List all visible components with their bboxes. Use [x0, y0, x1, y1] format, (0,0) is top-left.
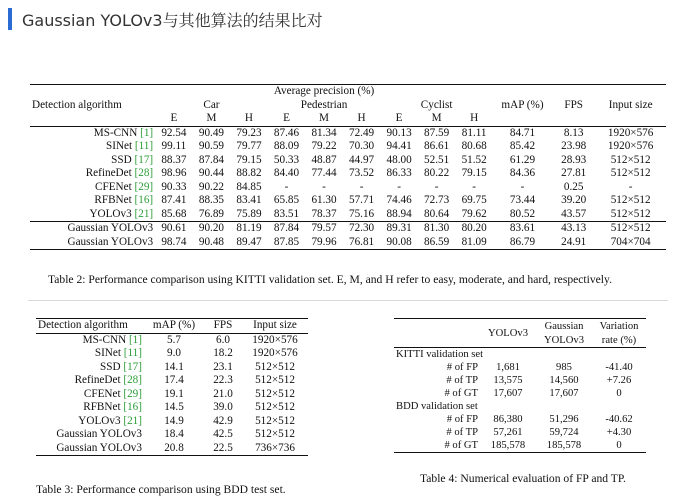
- ap-value: -: [284, 180, 289, 193]
- table4-caption: Table 4: Numerical evaluation of FP and TP.: [420, 472, 626, 485]
- ap-value: 86.33: [386, 167, 412, 179]
- ap-value: 84.85: [236, 180, 262, 193]
- algorithm-name-cell: [36, 415, 144, 429]
- ap-value: 90.20: [198, 222, 225, 234]
- ap-value: 74.46: [386, 194, 412, 206]
- algorithm-name-cell: [36, 442, 144, 456]
- algorithm-name: YOLOv3: [78, 414, 121, 427]
- input-size-value: 512×512: [610, 194, 651, 206]
- gaussian-value: 51,296: [549, 414, 579, 425]
- table2-body: [30, 126, 666, 250]
- citation-link[interactable]: [16]: [134, 194, 154, 206]
- table4-row: [394, 374, 646, 387]
- table2-sub-header: M: [319, 112, 329, 124]
- ap-value: 57.71: [348, 194, 375, 206]
- table2-sub-header: M: [431, 112, 442, 124]
- metric-label: # of TP: [446, 375, 478, 386]
- table4-col-yolo: YOLOv3: [487, 327, 529, 339]
- table3-row: [36, 333, 308, 347]
- fps-value: 23.98: [561, 140, 587, 152]
- variation-value: -41.40: [605, 362, 633, 373]
- ap-value: 72.73: [424, 194, 450, 206]
- variation-value: 0: [616, 388, 622, 399]
- table2-header-row-2: [30, 99, 666, 113]
- map-value: 5.7: [167, 333, 181, 346]
- ap-value: 86.61: [424, 140, 450, 152]
- ap-value: 87.59: [424, 126, 450, 139]
- input-size-value: 512×512: [255, 360, 295, 373]
- table4-row: [394, 439, 646, 453]
- ap-value: 51.52: [461, 153, 487, 166]
- table2-row: [30, 140, 666, 154]
- ap-value: 76.89: [198, 207, 225, 220]
- table2-row: [30, 167, 666, 181]
- ap-value: 79.15: [461, 167, 487, 179]
- heading-text: Gaussian YOLOv3与其他算法的结果比对: [22, 10, 323, 30]
- fps-value: 22.5: [213, 441, 233, 454]
- input-size-value: -: [628, 180, 633, 193]
- input-size-value: 512×512: [610, 167, 651, 179]
- ap-value: -: [397, 180, 401, 193]
- table2-sub-header: H: [470, 112, 479, 124]
- map-value: 83.61: [509, 222, 536, 234]
- map-value: 17.4: [164, 374, 184, 386]
- table3-row: [36, 388, 308, 402]
- ap-value: 79.23: [236, 126, 262, 139]
- metric-label: # of FP: [446, 414, 478, 425]
- ap-value: 87.85: [273, 235, 300, 248]
- ap-value: 88.09: [273, 140, 300, 152]
- ap-value: 88.35: [198, 194, 225, 206]
- map-value: 85.42: [509, 140, 536, 152]
- fps-value: 39.0: [213, 401, 233, 413]
- metric-label: # of FP: [446, 362, 478, 373]
- ap-value: 81.19: [236, 222, 262, 234]
- ap-value: 79.15: [236, 153, 262, 166]
- ap-value: 88.94: [386, 207, 412, 220]
- fps-value: 39.20: [561, 194, 587, 206]
- ap-value: 89.47: [236, 235, 262, 248]
- input-size-value: 736×736: [255, 441, 295, 454]
- table2-sub-header: E: [395, 112, 403, 124]
- yolo-value: 57,261: [493, 427, 523, 438]
- table4-kitti-label-row: [394, 348, 646, 362]
- ap-value: 79.96: [311, 235, 337, 248]
- map-value: 9.0: [167, 347, 181, 359]
- ap-value: 89.31: [386, 222, 412, 234]
- algorithm-name-cell: [36, 333, 144, 347]
- ap-value: 87.84: [273, 222, 300, 234]
- ap-value: 65.85: [273, 194, 300, 206]
- table3-row: [36, 401, 308, 415]
- variation-value: 0: [616, 440, 622, 451]
- table3-col-map: mAP (%): [152, 319, 196, 331]
- ap-value: 90.44: [198, 167, 225, 179]
- gaussian-value: 17,607: [549, 388, 579, 399]
- ap-value: 99.11: [161, 140, 187, 152]
- ap-value: 86.59: [424, 235, 450, 248]
- bdd-comparison-table: [36, 318, 308, 456]
- map-value: 14.1: [164, 360, 184, 373]
- ap-value: 72.49: [348, 126, 375, 139]
- map-value: 73.44: [509, 194, 536, 206]
- table4-col-gauss-2: YOLOv3: [543, 334, 585, 346]
- section-heading: [8, 6, 323, 32]
- ap-value: 81.34: [311, 126, 337, 139]
- fps-value: 23.1: [213, 360, 233, 373]
- algorithm-name: YOLOv3: [89, 207, 132, 220]
- ap-value: 75.89: [236, 207, 262, 220]
- gaussian-value: 14,560: [549, 375, 579, 386]
- table4-kitti-label: KITTI validation set: [396, 349, 484, 360]
- table3-row: [36, 415, 308, 429]
- ap-value: 87.46: [273, 126, 300, 139]
- ap-value: 90.22: [198, 180, 225, 193]
- table3-caption: Table 3: Performance comparison using BDD test set.: [36, 483, 286, 496]
- ap-value: 83.41: [236, 194, 262, 206]
- fps-value: 43.13: [561, 222, 587, 234]
- table3-header-row: [36, 319, 308, 334]
- algorithm-name: MS-CNN: [82, 333, 127, 346]
- table2-row: [30, 208, 666, 222]
- input-size-value: 512×512: [610, 153, 651, 166]
- input-size-value: 1920×576: [607, 140, 654, 152]
- ap-value: 90.48: [198, 235, 225, 248]
- input-size-value: 512×512: [255, 374, 295, 386]
- map-value: -: [520, 180, 525, 193]
- input-size-value: 512×512: [255, 414, 295, 427]
- ap-value: 44.97: [348, 153, 375, 166]
- table4-bdd-label-row: [394, 400, 646, 413]
- algorithm-name-cell: [36, 388, 144, 402]
- input-size-value: 1920×576: [252, 347, 298, 359]
- map-value: 20.8: [164, 441, 184, 454]
- ap-value: 80.20: [461, 222, 487, 234]
- ap-value: 75.16: [348, 207, 375, 220]
- algorithm-name-cell: [30, 194, 155, 208]
- table2-row: [30, 181, 666, 195]
- table2-group-car: Car: [203, 98, 220, 111]
- algorithm-name: Gaussian YOLOv3: [56, 428, 142, 440]
- algorithm-name-cell: [30, 236, 155, 250]
- ap-value: 72.30: [348, 222, 375, 234]
- ap-value: 79.57: [311, 222, 337, 234]
- algorithm-name-cell: [30, 208, 155, 222]
- fps-value: 43.57: [561, 207, 587, 220]
- ap-value: 73.52: [348, 167, 375, 179]
- algorithm-name: SSD: [111, 153, 132, 166]
- ap-value: -: [434, 180, 439, 193]
- variation-value: +4.30: [606, 427, 632, 438]
- citation-link[interactable]: [17]: [134, 153, 154, 166]
- ap-value: 79.22: [311, 140, 337, 152]
- algorithm-name-cell: [30, 140, 155, 154]
- algorithm-name-cell: [36, 401, 144, 415]
- table4-kitti-body: [394, 361, 646, 400]
- map-value: 18.4: [164, 428, 184, 440]
- gaussian-value: 985: [556, 362, 572, 373]
- fps-value: 24.91: [561, 235, 587, 248]
- citation-link[interactable]: [17]: [123, 360, 142, 373]
- algorithm-name: CFENet: [95, 180, 132, 193]
- algorithm-name-cell: [30, 167, 155, 181]
- algorithm-name-cell: [36, 361, 144, 375]
- map-value: 14.9: [164, 414, 184, 427]
- ap-value: -: [322, 180, 326, 193]
- algorithm-name: RFBNet: [94, 194, 132, 206]
- table4-row: [394, 387, 646, 400]
- table2-header-row-3: [30, 112, 666, 126]
- citation-link[interactable]: [1]: [140, 126, 154, 139]
- variation-value: -40.62: [605, 414, 633, 425]
- ap-value: 90.49: [198, 126, 225, 139]
- algorithm-name: Gaussian YOLOv3: [67, 235, 154, 248]
- ap-value: 90.59: [198, 140, 225, 152]
- table2-sub-header: H: [357, 112, 366, 124]
- metric-label: # of TP: [446, 427, 478, 438]
- map-value: 84.71: [509, 126, 536, 139]
- ap-value: 80.64: [424, 207, 450, 220]
- ap-value: 48.87: [311, 153, 337, 166]
- ap-value: -: [359, 180, 364, 193]
- table3-row: [36, 442, 308, 456]
- map-value: 19.1: [164, 387, 184, 400]
- ap-value: 80.22: [424, 167, 450, 179]
- table2-row: [30, 194, 666, 208]
- table2-col-map: mAP (%): [501, 98, 544, 111]
- ap-value: 90.61: [161, 222, 187, 234]
- table3-row: [36, 361, 308, 375]
- ap-value: 81.09: [461, 235, 487, 248]
- map-value: 86.79: [509, 235, 536, 248]
- ap-value: 83.51: [273, 207, 300, 220]
- table3-row: [36, 374, 308, 388]
- table2-header-row-1: [30, 85, 666, 99]
- citation-link[interactable]: [21]: [123, 414, 142, 427]
- ap-value: 76.81: [348, 235, 375, 248]
- algorithm-name: MS-CNN: [93, 126, 138, 139]
- metric-label: # of GT: [444, 388, 478, 399]
- ap-value: 88.37: [161, 153, 187, 166]
- citation-link[interactable]: [28]: [134, 167, 154, 179]
- ap-value: 50.33: [273, 153, 300, 166]
- citation-link[interactable]: [16]: [123, 401, 142, 413]
- citation-link[interactable]: [11]: [134, 140, 154, 152]
- ap-value: 84.40: [273, 167, 300, 179]
- citation-link[interactable]: [29]: [134, 180, 154, 193]
- ap-value: 90.13: [386, 126, 412, 139]
- heading-accent-bar: [8, 8, 12, 30]
- ap-value: 69.75: [461, 194, 487, 206]
- algorithm-name: Gaussian YOLOv3: [56, 441, 142, 454]
- ap-value: 77.44: [311, 167, 337, 179]
- ap-value: 80.68: [461, 140, 487, 152]
- algorithm-name-cell: [30, 222, 155, 236]
- table3-col-fps: FPS: [213, 319, 233, 331]
- table3-col-detection: Detection algorithm: [38, 319, 128, 331]
- algorithm-name-cell: [30, 126, 155, 140]
- table2-sub-header: E: [170, 112, 178, 124]
- ap-value: 79.62: [461, 207, 487, 220]
- algorithm-name: Gaussian YOLOv3: [67, 222, 154, 234]
- table4-col-var-1: Variation: [599, 320, 639, 332]
- fps-value: 27.81: [561, 167, 587, 179]
- algorithm-name-cell: [30, 181, 155, 195]
- ap-value: 81.11: [461, 126, 487, 139]
- algorithm-name: RefineDet: [85, 167, 132, 179]
- ap-value: 85.68: [161, 207, 187, 220]
- citation-link[interactable]: [28]: [123, 374, 142, 386]
- citation-link[interactable]: [29]: [123, 387, 142, 400]
- table2-row: [30, 126, 666, 140]
- table4-row: [394, 413, 646, 426]
- ap-value: 61.30: [311, 194, 337, 206]
- table4-bdd-body: [394, 413, 646, 453]
- map-value: 14.5: [164, 401, 184, 413]
- ap-value: 70.30: [348, 140, 375, 152]
- section-divider: [28, 300, 668, 301]
- ap-value: 78.37: [311, 207, 337, 220]
- table4-row: [394, 361, 646, 374]
- citation-link[interactable]: [11]: [123, 347, 142, 359]
- algorithm-name-cell: [36, 428, 144, 442]
- fps-value: 28.93: [561, 153, 587, 166]
- map-value: 80.52: [509, 207, 536, 220]
- table2-group-cyclist: Cyclist: [420, 98, 453, 111]
- ap-value: 92.54: [161, 126, 187, 139]
- fps-value: 18.2: [213, 347, 233, 359]
- yolo-value: 86,380: [493, 414, 523, 425]
- input-size-value: 512×512: [255, 428, 295, 440]
- input-size-value: 512×512: [610, 207, 651, 220]
- algorithm-name: CFENet: [83, 387, 121, 400]
- algorithm-name-cell: [36, 347, 144, 361]
- fps-value: 0.25: [563, 180, 584, 193]
- map-value: 84.36: [509, 167, 536, 179]
- table2-row: [30, 222, 666, 236]
- fps-value: 8.13: [563, 126, 584, 139]
- table3-row: [36, 347, 308, 361]
- algorithm-name-cell: [36, 374, 144, 388]
- ap-value: 94.41: [386, 140, 412, 152]
- algorithm-name-cell: [30, 154, 155, 168]
- gaussian-value: 59,724: [549, 427, 579, 438]
- input-size-value: 512×512: [255, 387, 295, 400]
- table2-group-pedestrian: Pedestrian: [300, 98, 348, 111]
- ap-value: 52.51: [424, 153, 450, 166]
- table2-col-detection: Detection algorithm: [32, 98, 122, 111]
- ap-value: 88.82: [236, 167, 262, 179]
- table2-sub-header: M: [206, 112, 217, 124]
- fps-value: 21.0: [213, 387, 233, 400]
- yolo-value: 13,575: [493, 375, 523, 386]
- fps-value: 42.5: [213, 428, 233, 440]
- yolo-value: 185,578: [490, 440, 526, 451]
- input-size-value: 1920×576: [252, 333, 298, 346]
- fps-value: 6.0: [216, 333, 230, 346]
- table2-col-fps: FPS: [564, 98, 584, 111]
- kitti-comparison-table: [30, 84, 666, 250]
- metric-label: # of GT: [444, 440, 478, 451]
- table2-group-header: Average precision (%): [273, 85, 375, 97]
- input-size-value: 704×704: [610, 235, 651, 248]
- algorithm-name: SINet: [106, 140, 133, 152]
- input-size-value: 512×512: [610, 222, 651, 234]
- table4-row: [394, 426, 646, 439]
- table4-header-row-1: [394, 319, 646, 334]
- input-size-value: 1920×576: [607, 126, 654, 139]
- table3-body: [36, 333, 308, 456]
- ap-value: -: [472, 180, 477, 193]
- table2-sub-header: H: [244, 112, 254, 124]
- algorithm-name: RefineDet: [74, 374, 121, 386]
- algorithm-name: SSD: [100, 360, 121, 373]
- ap-value: 48.00: [386, 153, 412, 166]
- table4-col-var-2: rate (%): [601, 334, 637, 346]
- fps-value: 42.9: [213, 414, 233, 427]
- gaussian-value: 185,578: [546, 440, 582, 451]
- ap-value: 81.30: [424, 222, 450, 234]
- input-size-value: 512×512: [255, 401, 295, 413]
- yolo-value: 1,681: [496, 362, 520, 373]
- ap-value: 87.41: [161, 194, 187, 206]
- algorithm-name: SINet: [94, 347, 121, 359]
- map-value: 61.29: [509, 153, 536, 166]
- table2-caption: Table 2: Performance comparison using KITTI validation set. E, M, and H refer to easy, moderate, and hard, respectively.: [48, 273, 612, 286]
- ap-value: 90.08: [386, 235, 412, 248]
- table2-sub-header: E: [283, 112, 290, 124]
- ap-value: 87.84: [198, 153, 225, 166]
- table4-col-gauss-1: Gaussian: [544, 320, 584, 332]
- ap-value: 98.96: [161, 167, 187, 179]
- citation-link[interactable]: [1]: [128, 333, 142, 346]
- ap-value: 90.33: [161, 180, 187, 193]
- algorithm-name: RFBNet: [83, 401, 121, 413]
- table4-bdd-label: BDD validation set: [396, 401, 478, 412]
- table2-row: [30, 154, 666, 168]
- table3-col-input: Input size: [253, 319, 297, 331]
- ap-value: 98.74: [161, 235, 187, 248]
- variation-value: +7.26: [606, 375, 632, 386]
- fps-value: 22.3: [213, 374, 233, 386]
- fp-tp-table: [394, 318, 646, 453]
- yolo-value: 17,607: [493, 388, 523, 399]
- ap-value: 79.77: [236, 140, 262, 152]
- citation-link[interactable]: [21]: [134, 207, 154, 220]
- table3-row: [36, 428, 308, 442]
- table2-row: [30, 236, 666, 250]
- table2-col-input: Input size: [608, 98, 653, 111]
